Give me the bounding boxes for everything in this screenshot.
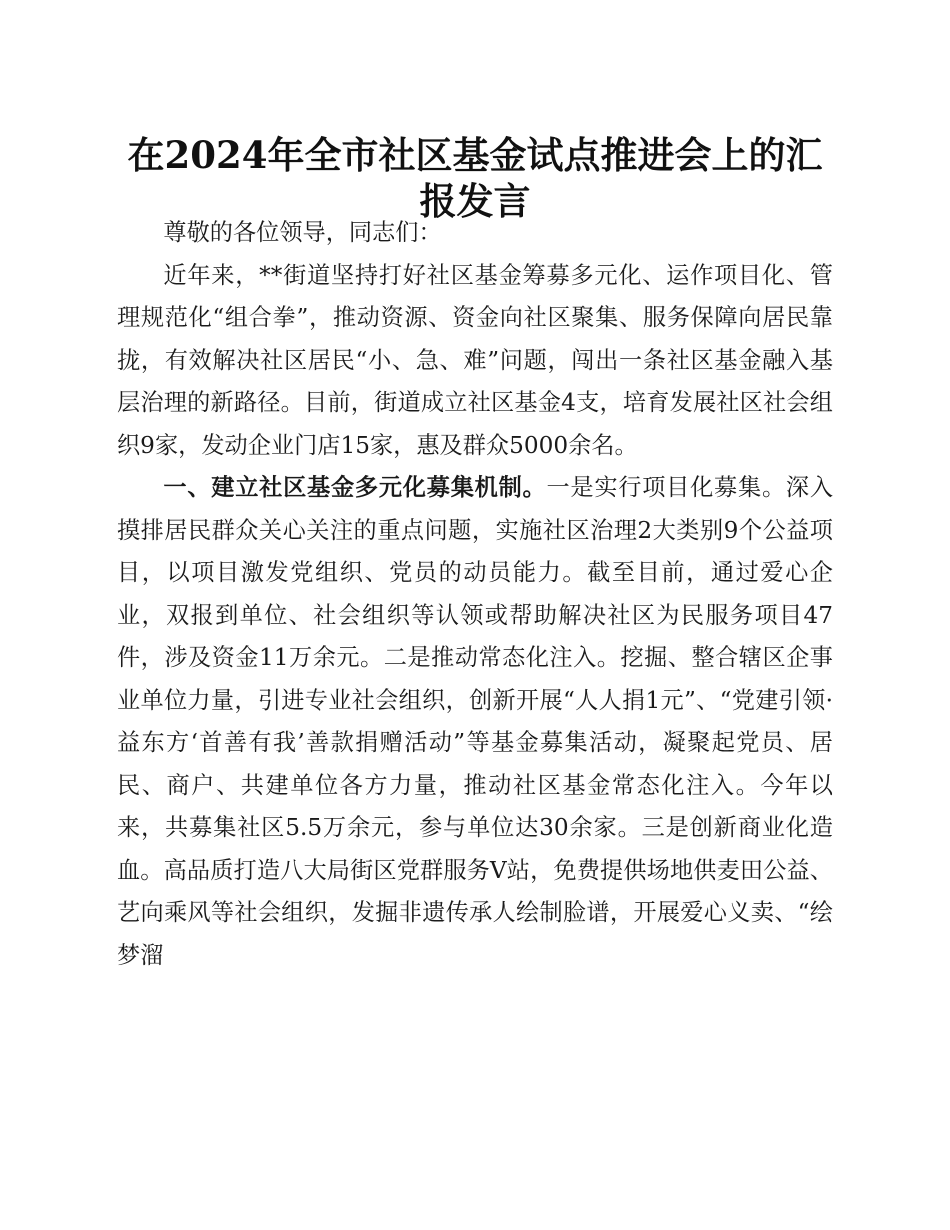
document-body (117, 212, 833, 977)
salutation: 尊敬的各位领导，同志们： (163, 219, 442, 246)
section-1-heading: 一、建立社区基金多元化募集机制。 (163, 474, 547, 501)
document-title: 在2024年全市社区基金试点推进会上的汇报发言 (127, 133, 823, 223)
section-1-body: 一是实行项目化募集。深入摸排居民群众关心关注的重点问题，实施社区治理2大类别9个公益项目，以项目激发党组织、党员的动员能力。截至目前，通过爱心企业，双报到单位、社会组织等认领或帮助解决社区为民服务项目47件，涉及资金11万余元。二是推动常态化注入。挖掘、整合辖区企事业单位力量，引进专业社会组织，创新开展“人人捐1元”、“党建引领·益东方‘首善有我’善款捐赠活动”等基金募集活动，凝聚起党员、居民、商户、共建单位各方力量，推动社区基金常态化注入。今年以来，共募集社区5.5万余元，参与单位达30余家。三是创新商业化造血。高品质打造八大局街区党群服务V站，免费提供场地供麦田公益、艺向乘风等社会组织，发掘非遗传承人绘制脸谱，开展爱心义卖、“绘梦溜 (117, 474, 834, 969)
intro-paragraph: 近年来，**街道坚持打好社区基金筹募多元化、运作项目化、管理规范化“组合拳”，推动资源、资金向社区聚集、服务保障向居民靠拢，有效解决社区居民“小、急、难”问题，闯出一条社区基金融入基层治理的新路径。目前，街道成立社区基金4支，培育发展社区社会组织9家，发动企业门店15家，惠及群众5000余名。 (117, 261, 833, 459)
section-1-paragraph (117, 467, 833, 977)
